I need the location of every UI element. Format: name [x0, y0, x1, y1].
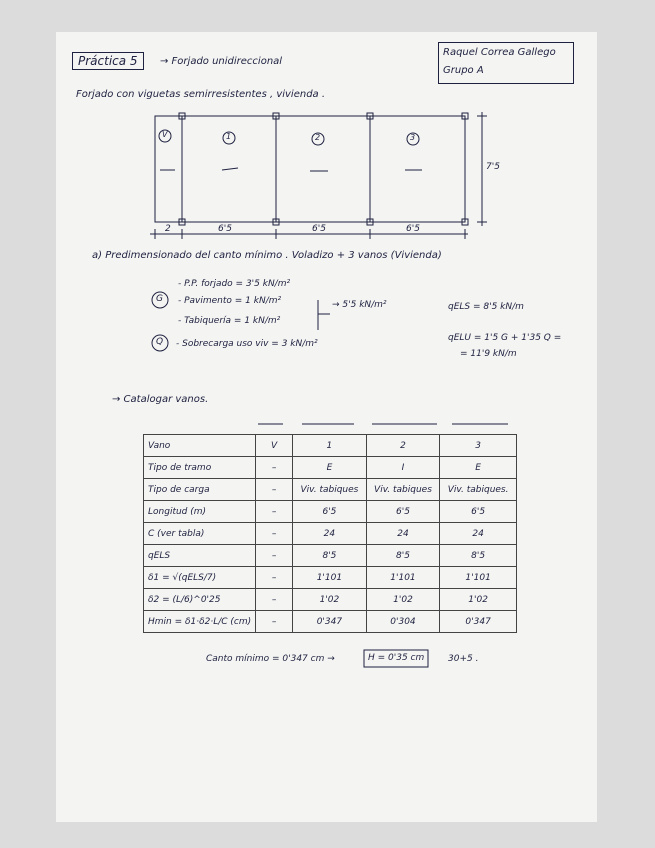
- table-cell: –: [256, 611, 293, 633]
- load-line: - Pavimento = 1 kN/m²: [178, 296, 282, 306]
- q-elu-line2: = 11'9 kN/m: [460, 349, 517, 359]
- min-depth-text: Canto mínimo = 0'347 cm →: [206, 654, 335, 664]
- table-cell: Viv. tabiques: [366, 479, 440, 501]
- table-row-label: δ1 = √(qELS/7): [144, 567, 256, 589]
- load-line: - Tabiquería = 1 kN/m²: [178, 316, 281, 326]
- g-label: G: [156, 294, 163, 304]
- table-cell: 1'101: [366, 567, 440, 589]
- table-cell: 0'347: [293, 611, 367, 633]
- table-cell: –: [256, 479, 293, 501]
- plan-span-label: 3: [410, 133, 416, 142]
- table-header-cell: 3: [440, 435, 517, 457]
- plan-dim-label: 6'5: [312, 224, 326, 234]
- q-label: Q: [156, 337, 164, 347]
- practice-title: Práctica 5: [72, 52, 144, 70]
- q-els: qELS = 8'5 kN/m: [448, 302, 524, 312]
- plan-dim-label: 6'5: [406, 224, 420, 234]
- table-row-label: Hmin = δ1·δ2·L/C (cm): [144, 611, 256, 633]
- table-cell: 8'5: [366, 545, 440, 567]
- table-row-label: Tipo de carga: [144, 479, 256, 501]
- table-cell: 0'347: [440, 611, 517, 633]
- table-row-label: C (ver tabla): [144, 523, 256, 545]
- author-name: Raquel Correa Gallego: [443, 47, 556, 58]
- table-cell: 6'5: [293, 501, 367, 523]
- table-cell: 6'5: [440, 501, 517, 523]
- table-cell: 6'5: [366, 501, 440, 523]
- table-cell: Viv. tabiques.: [440, 479, 517, 501]
- table-row: [144, 545, 517, 567]
- min-depth-result: H = 0'35 cm: [368, 653, 425, 663]
- table-cell: 24: [366, 523, 440, 545]
- table-row-label: qELS: [144, 545, 256, 567]
- table-cell: 0'304: [366, 611, 440, 633]
- q-load-line: - Sobrecarga uso viv = 3 kN/m²: [176, 339, 318, 349]
- min-depth-tail: 30+5 .: [448, 654, 479, 664]
- table-row: [144, 457, 517, 479]
- table-header-cell: 1: [293, 435, 367, 457]
- table-cell: Viv. tabiques: [293, 479, 367, 501]
- plan-span-label: V: [162, 130, 168, 139]
- table-header-cell: V: [256, 435, 293, 457]
- table-cell: –: [256, 457, 293, 479]
- table-cell: 1'02: [366, 589, 440, 611]
- table-cell: I: [366, 457, 440, 479]
- table-header-cell: Vano: [144, 435, 256, 457]
- table-row: [144, 567, 517, 589]
- plan-outline: [155, 116, 465, 222]
- table-row: [144, 479, 517, 501]
- plan-dim-label: 6'5: [218, 224, 232, 234]
- group-label: Grupo A: [443, 65, 484, 76]
- table-cell: –: [256, 545, 293, 567]
- table-row: [144, 611, 517, 633]
- table-cell: 24: [293, 523, 367, 545]
- table-cell: –: [256, 523, 293, 545]
- table-header-row: [144, 435, 517, 457]
- table-cell: –: [256, 501, 293, 523]
- table-header-cell: 2: [366, 435, 440, 457]
- catalog-title: → Catalogar vanos.: [112, 394, 209, 405]
- table-cell: 8'5: [440, 545, 517, 567]
- table-cell: 1'02: [440, 589, 517, 611]
- table-cell: 8'5: [293, 545, 367, 567]
- plan-dim-label: 2: [165, 224, 171, 234]
- table-row: [144, 589, 517, 611]
- table-cell: E: [293, 457, 367, 479]
- span-catalog-table: [143, 434, 517, 633]
- table-cell: 1'101: [293, 567, 367, 589]
- table-row: [144, 523, 517, 545]
- joist-direction-mark: [222, 168, 238, 170]
- subject-title: → Forjado unidireccional: [160, 56, 283, 67]
- plan-span-label: 2: [315, 133, 321, 142]
- side-dim-label: 7'5: [486, 162, 500, 172]
- table-cell: 1'02: [293, 589, 367, 611]
- table-row: [144, 501, 517, 523]
- table-cell: –: [256, 567, 293, 589]
- plan-span-label: 1: [226, 132, 232, 141]
- intro-line: Forjado con viguetas semirresistentes , vivienda .: [76, 89, 326, 100]
- q-elu-line1: qELU = 1'5 G + 1'35 Q =: [448, 333, 562, 343]
- load-line: - P.P. forjado = 3'5 kN/m²: [178, 279, 291, 289]
- table-cell: E: [440, 457, 517, 479]
- g-total: → 5'5 kN/m²: [332, 300, 387, 310]
- section-a-title: a) Predimensionado del canto mínimo . Voladizo + 3 vanos (Vivienda): [92, 250, 442, 261]
- table-row-label: δ2 = (L/6)^0'25: [144, 589, 256, 611]
- table-cell: –: [256, 589, 293, 611]
- table-cell: 1'101: [440, 567, 517, 589]
- table-row-label: Tipo de tramo: [144, 457, 256, 479]
- table-cell: 24: [440, 523, 517, 545]
- table-row-label: Longitud (m): [144, 501, 256, 523]
